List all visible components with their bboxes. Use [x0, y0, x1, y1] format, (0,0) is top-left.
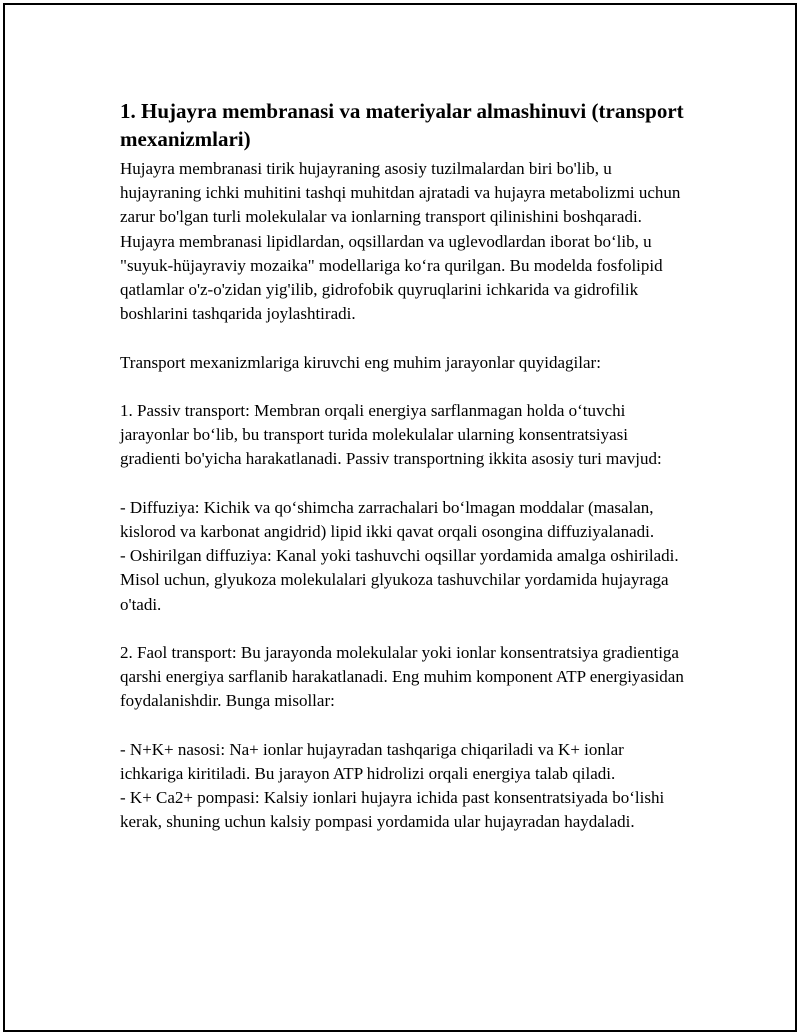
document-body — [120, 97, 690, 835]
paragraph-passive-types: - Diffuziya: Kichik va qo‘shimcha zarrachalari bo‘lmagan moddalar (masalan, kislorod va karbonat angidrid) lipid ikki qavat orqali osongina diffuziyalanadi. - Oshirilgan diffuziya: Kanal yoki tashuvchi oqsillar yordamida amalga oshiriladi. Misol uchun, glyukoza molekulalari glyukoza tashuvchilar yordamida hujayraga o'tadi. — [120, 497, 679, 614]
paragraph-active-examples: - N+K+ nasosi: Na+ ionlar hujayradan tashqariga chiqariladi va K+ ionlar ichkariga kiritiladi. Bu jarayon ATP hidrolizi orqali energiya talab qiladi. - K+ Ca2+ pompasi: Kalsiy ionlari hujayra ichida past konsentratsiyada bo‘lishi kerak, shuning uchun kalsiy pompasi yordamida ular hujayradan haydaladi. — [120, 739, 665, 832]
document-page — [3, 3, 797, 1032]
paragraph-transport-list-intro: Transport mexanizmlariga kiruvchi eng muhim jarayonlar quyidagilar: — [120, 352, 601, 372]
paragraph-intro: Hujayra membranasi tirik hujayraning asosiy tuzilmalardan biri bo'lib, u hujayraning ichki muhitini tashqi muhitdan ajratadi va hujayra metabolizmi uchun zarur bo'lgan turli molekulalar va ionlarning transport qilinishini boshqaradi. Hujayra membranasi lipidlardan, oqsillardan va uglevodlardan iborat bo‘lib, u "suyuk-hüjayraviy mozaika" modellariga ko‘ra qurilgan. Bu modelda fosfolipid qatlamlar o'z-o'zidan yig'ilib, gidrofobik quyruqlarini ichkarida va gidrofilik boshlarini tashqarida joylashtiradi. — [120, 159, 681, 324]
paragraph-spacer — [120, 326, 690, 350]
paragraph-spacer — [120, 472, 690, 496]
paragraph-active-transport: 2. Faol transport: Bu jarayonda molekulalar yoki ionlar konsentratsiya gradientiga qarshi energiya sarflanib harakatlanadi. Eng muhim komponent ATP energiyasidan foydalanishdir. Bunga misollar: — [120, 643, 684, 711]
section-title: 1. Hujayra membranasi va materiyalar almashinuvi (transport mexanizmlari) — [120, 99, 684, 151]
paragraph-spacer — [120, 714, 690, 738]
paragraph-passive-transport: 1. Passiv transport: Membran orqali energiya sarflanmagan holda o‘tuvchi jarayonlar bo‘lib, bu transport turida molekulalar ularning konsentratsiyasi gradienti bo'yicha harakatlanadi. Passiv transportning ikkita asosiy turi mavjud: — [120, 401, 662, 469]
paragraph-spacer — [120, 375, 690, 399]
paragraph-spacer — [120, 617, 690, 641]
